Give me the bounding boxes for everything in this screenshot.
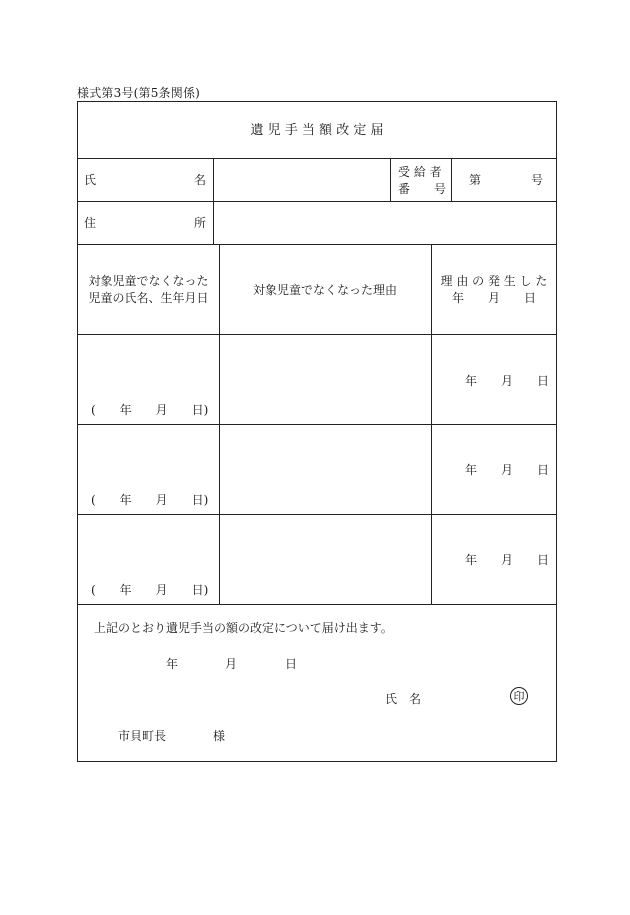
divider	[78, 424, 556, 425]
child-birthdate: ( 年 月 日)	[91, 493, 209, 507]
child-name-field[interactable]	[80, 246, 217, 332]
recipient-number-label-line1: 受 給 者	[398, 165, 442, 179]
form-number-caption: 様式第3号(第5条関係)	[77, 86, 201, 100]
divider	[451, 158, 452, 201]
divider	[78, 158, 556, 159]
seal-mark: 印	[510, 687, 528, 705]
reason-field[interactable]	[221, 336, 429, 422]
child-birthdate: ( 年 月 日)	[91, 583, 209, 597]
child-birthdate: ( 年 月 日)	[91, 403, 209, 417]
form-table	[77, 101, 557, 762]
reason-header: 対象児童でなくなった理由	[252, 283, 397, 297]
addressee-honorific: 様	[213, 729, 226, 743]
divider	[78, 604, 556, 605]
recipient-number-prefix: 第	[469, 173, 482, 187]
child-header-line1: 対象児童でなくなった	[88, 274, 209, 288]
signer-name-label: 氏 名	[385, 692, 422, 706]
name-field[interactable]	[217, 160, 388, 199]
date-header-line2: 年 月 日	[451, 291, 536, 305]
divider	[78, 514, 556, 515]
declaration-statement: 上記のとおり遺児手当の額の改定について届け出ます。	[94, 621, 393, 635]
date-header-line1: 理 由 の 発 生 し た	[440, 274, 548, 288]
reason-field[interactable]	[221, 426, 429, 512]
declaration-date-year: 年	[166, 657, 179, 671]
address-field[interactable]	[217, 203, 554, 242]
addressee: 市貝町長	[118, 729, 167, 743]
recipient-number-suffix: 号	[531, 173, 544, 187]
divider	[213, 158, 214, 244]
child-header-line2: 児童の氏名、生年月日	[88, 291, 209, 305]
recipient-number-label-line2: 番 号	[398, 182, 447, 196]
reason-field[interactable]	[221, 516, 429, 602]
name-label-right: 名	[194, 173, 207, 187]
occurrence-date: 年 月 日	[465, 374, 550, 388]
address-label-right: 所	[194, 216, 207, 230]
divider	[78, 334, 556, 335]
divider	[78, 244, 556, 245]
name-label-left: 氏	[84, 173, 97, 187]
occurrence-date: 年 月 日	[465, 463, 550, 477]
divider	[219, 244, 220, 604]
form-title: 遺 児 手 当 額 改 定 届	[250, 123, 384, 138]
divider	[78, 201, 556, 202]
address-label-left: 住	[84, 216, 97, 230]
occurrence-date: 年 月 日	[465, 553, 550, 567]
divider	[390, 158, 391, 201]
declaration-date-month: 月	[225, 657, 238, 671]
declaration-date-day: 日	[285, 657, 298, 671]
